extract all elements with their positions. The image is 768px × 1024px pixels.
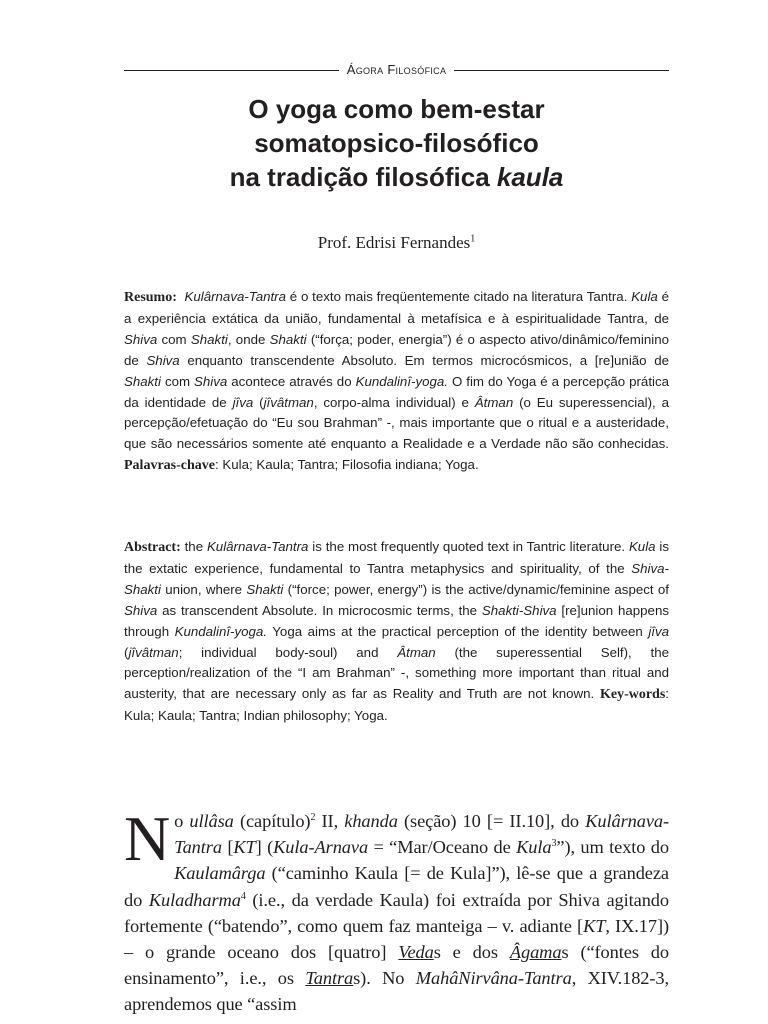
body-text: Kula <box>516 837 552 858</box>
body-text: [ <box>221 837 234 858</box>
footnote-marker: 2 <box>310 811 316 823</box>
key-words-label: Key-words <box>599 687 666 703</box>
body-text: = “Mar/Oceano de <box>368 837 517 858</box>
abstract-text: (the superessential Self), the perception/realization of the “I am Brahman” -, something more important than ritual and austerity, that are necessary only as far as Reality and Truth are not known. <box>124 644 669 702</box>
resumo-text: Shiva <box>146 352 180 368</box>
author-line <box>124 232 669 254</box>
resumo-text: (o Eu superessencial), a percepção/efetuação do “Eu sou Brahman” -, mais importante que o ritual e a austeridade, que são necessários somente até enquanto a Realidade e a Verdade não são conhecidas. <box>124 394 669 452</box>
abstract-text: jîva <box>648 623 670 639</box>
body-text: , IX.17]) – o grande oceano dos [quatro] <box>124 915 669 963</box>
body-text: (capítulo) <box>233 811 311 831</box>
resumo-text: é o texto mais freqüentemente citado na literatura Tantra. <box>286 289 632 304</box>
body-text: (“caminho Kaula [= de Kula]”), lê-se que a grandeza do <box>124 863 669 910</box>
resumo-label: Resumo: <box>124 290 177 305</box>
abstract-text: the <box>180 539 207 554</box>
title-line-3 <box>124 160 669 194</box>
abstract-text: Shakti-Shiva <box>481 602 557 618</box>
body-paragraph <box>124 803 669 1018</box>
title-line-3-text: na tradição filosófica <box>229 162 497 192</box>
author-name: Prof. Edrisi Fernandes <box>317 233 471 252</box>
abstract-text: Shiva <box>124 602 158 618</box>
abstract-text: (“force; power, energy”) is the active/dynamic/feminine aspect of <box>283 581 669 597</box>
body-text: , XIV.182-3, aprendemos que “assim <box>124 968 669 1015</box>
abstract-paragraph <box>124 537 669 727</box>
resumo-text: Shakti <box>190 331 228 347</box>
abstract-text: is the extatic experience, fundamental to Tantra metaphysics and spirituality, of the <box>124 539 670 576</box>
running-head-rule-left <box>124 70 339 71</box>
body-text: KT <box>233 837 256 858</box>
resumo-text: jîva <box>232 394 254 410</box>
body-text: (seção) 10 [= II.10], do <box>397 811 586 831</box>
resumo-text: Kundalinî-yoga. <box>355 373 448 389</box>
abstract-text: ; individual body-soul) and <box>178 644 398 660</box>
resumo-text: ( <box>253 394 264 410</box>
resumo-text: , onde <box>227 331 270 347</box>
resumo-text: , corpo-alma individual) e <box>313 394 475 410</box>
resumo-text: Âtman <box>474 394 514 410</box>
author-footnote-marker: 1 <box>470 233 476 245</box>
body-text: (i.e., da verdade Kaula) foi extraída por Shiva agitando fortemente (“batendo”, como quem faz manteiga – v. adiante [ <box>124 889 669 936</box>
body-text: khanda <box>344 811 398 831</box>
abstract-text: union, where <box>160 581 247 597</box>
body-text: II, <box>315 811 345 831</box>
key-words-list: : Kula; Kaula; Tantra; Indian philosophy; Yoga. <box>124 686 669 724</box>
abstract-text: is the most frequently quoted text in Tantric literature. <box>308 539 629 554</box>
abstract-text: Kulârnava-Tantra <box>206 539 309 554</box>
resumo-text: acontece através do <box>227 373 356 389</box>
abstract-text: [re]union happens through <box>124 602 670 639</box>
abstract-text: as transcendent Absolute. In microcosmic terms, the <box>157 602 482 618</box>
resumo-text: é a experiência extática da união, fundamental à metafísica e à espiritualidade Tantra, de <box>124 289 670 326</box>
body-text: s e dos <box>433 942 510 963</box>
resumo-text: Shiva <box>194 373 228 389</box>
resumo-text: enquanto transcendente Absoluto. Em termos microcósmicos, a [re]união de <box>179 352 669 368</box>
title-line-2: somatopsico-filosófico <box>254 128 539 158</box>
title-line-1: O yoga como bem-estar <box>248 94 545 124</box>
resumo-paragraph <box>124 287 669 477</box>
abstract-text: Shakti <box>246 581 284 597</box>
body-text: o <box>174 811 190 831</box>
resumo-text: com <box>157 331 191 347</box>
running-head-rule-right <box>454 70 669 71</box>
body-text: ullâsa <box>189 811 234 831</box>
drop-cap: N <box>124 803 171 874</box>
body-text: Kaulamârga <box>174 863 266 884</box>
body-text: s (“fontes do ensinamento”, i.e., os <box>124 942 669 989</box>
body-text: Kula-Arnava <box>273 837 369 858</box>
abstract-text: Âtman <box>397 644 436 660</box>
abstract-text: Yoga aims at the practical perception of the identity between <box>267 623 649 639</box>
article-title <box>124 92 669 194</box>
palavras-chave-list: : Kula; Kaula; Tantra; Filosofia indiana; Yoga. <box>214 457 479 473</box>
abstract-text: Kundalinî-yoga. <box>174 623 268 639</box>
abstract-label: Abstract: <box>124 540 181 555</box>
palavras-chave-label: Palavras-chave <box>124 458 215 474</box>
running-head-label: Ágora Filosófica <box>346 62 447 77</box>
resumo-text: Shakti <box>269 331 307 347</box>
resumo-text: jîvâtman <box>263 394 314 410</box>
abstract-text: Kula <box>628 539 656 554</box>
resumo-text: com <box>160 373 195 389</box>
resumo-text: O fim do Yoga é a percepção prática da identidade de <box>124 373 670 410</box>
body-text: Veda <box>398 942 434 963</box>
abstract-text: Shiva-Shakti <box>124 560 669 597</box>
abstract-text: jîvâtman <box>128 644 179 660</box>
body-text: s). No <box>353 968 416 989</box>
body-text: ] ( <box>255 837 274 858</box>
resumo-text: Kula <box>631 289 658 304</box>
body-text: Tantra <box>305 968 354 989</box>
footnote-marker: 4 <box>240 890 246 902</box>
body-text: ”), um texto do <box>556 837 669 858</box>
resumo-text: Shiva <box>124 331 158 347</box>
body-text: Kulârnava-Tantra <box>174 811 669 858</box>
title-italic-kaula: kaula <box>496 162 564 192</box>
footnote-marker: 3 <box>551 838 557 850</box>
resumo-text: Kulârnava-Tantra <box>184 289 286 304</box>
body-text: Âgama <box>509 942 562 963</box>
resumo-text: Shakti <box>124 373 161 389</box>
body-text: MahâNirvâna-Tantra <box>415 968 572 989</box>
body-text: KT <box>583 915 606 936</box>
resumo-text: (“força; poder, energia”) é o aspecto ativo/dinâmico/feminino de <box>124 331 669 368</box>
body-text: Kuladharma <box>148 889 241 910</box>
running-head <box>124 62 669 78</box>
abstract-text: ( <box>124 644 129 660</box>
